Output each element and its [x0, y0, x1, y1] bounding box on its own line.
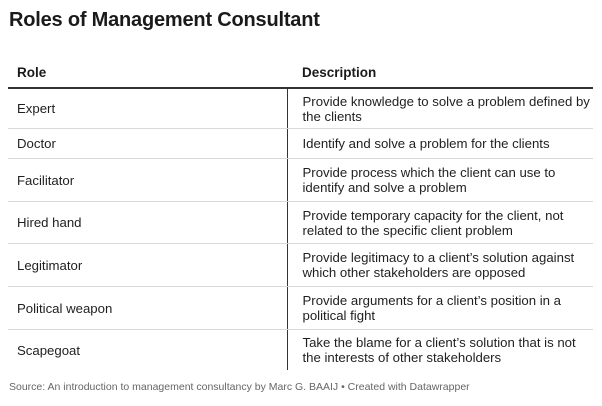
column-header-description: Description — [287, 58, 593, 88]
role-cell: Expert — [8, 88, 287, 129]
description-cell: Provide knowledge to solve a problem defined by the clients — [287, 88, 593, 129]
role-cell: Scapegoat — [17, 342, 81, 358]
page-title: Roles of Management Consultant — [9, 9, 320, 31]
role-cell: Hired hand — [8, 202, 287, 244]
table-row — [8, 88, 593, 129]
description-cell: Identify and solve a problem for the clients — [287, 129, 593, 159]
table-row — [8, 202, 593, 244]
column-header-role: Role — [8, 58, 287, 88]
table-header — [8, 58, 593, 88]
roles-table — [8, 58, 593, 370]
description-cell: Provide arguments for a client’s position in a political fight — [287, 287, 593, 330]
table-row — [8, 129, 593, 159]
header-row — [8, 58, 593, 88]
table-row — [8, 330, 593, 371]
table-body — [8, 88, 593, 370]
description-cell: Take the blame for a client’s solution that is not the interests of other stakeholders — [287, 330, 593, 371]
description-cell: Provide process which the client can use to identify and solve a problem — [287, 159, 593, 202]
table-row — [8, 159, 593, 202]
role-cell: Facilitator — [8, 159, 287, 202]
description-cell: Provide legitimacy to a client’s solution against which other stakeholders are opposed — [287, 244, 593, 287]
role-cell: Political weapon — [8, 287, 287, 330]
table-row — [8, 244, 593, 287]
role-cell: Legitimator — [8, 244, 287, 287]
description-cell: Provide temporary capacity for the client, not related to the specific client problem — [287, 202, 593, 244]
table-row — [8, 287, 593, 330]
role-cell: Doctor — [8, 129, 287, 159]
source-footer: Source: An introduction to management consultancy by Marc G. BAAIJ • Created with Datawrapper — [9, 381, 470, 393]
